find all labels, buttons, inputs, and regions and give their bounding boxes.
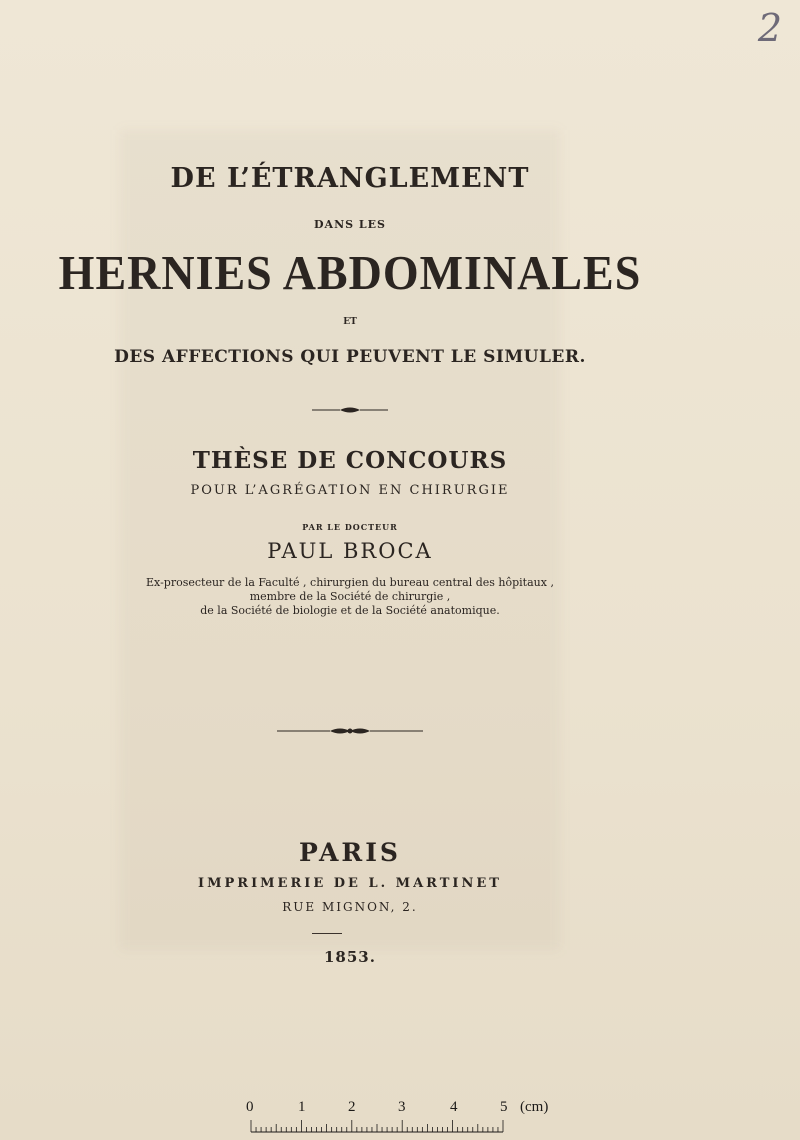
scale-label: 0 — [246, 1099, 254, 1115]
publication-year: 1853. — [324, 948, 376, 966]
ornament-divider-1 — [0, 400, 750, 419]
thesis-title: THÈSE DE CONCOURS — [192, 447, 508, 474]
author-description — [0, 576, 750, 618]
printer-address: RUE MIGNON, 2. — [282, 900, 418, 914]
scale-label: 2 — [348, 1099, 356, 1115]
author-desc-line: membre de la Société de chirurgie , — [249, 590, 451, 603]
scale-unit: (cm) — [520, 1099, 549, 1115]
printer-name: IMPRIMERIE DE L. MARTINET — [198, 876, 502, 891]
title-line-2: HERNIES ABDOMINALES — [58, 245, 642, 300]
scale-label: 3 — [398, 1099, 406, 1115]
title-connector-1: DANS LES — [314, 218, 386, 231]
title-line-1: DE L’ÉTRANGLEMENT — [170, 163, 530, 194]
page-number-mark: 2 — [757, 6, 782, 50]
scale-bar-labels — [240, 1099, 560, 1119]
short-rule — [312, 933, 342, 934]
thesis-subtitle: POUR L’AGRÉGATION EN CHIRURGIE — [190, 483, 510, 498]
title-connector-2: ET — [343, 317, 357, 327]
author-desc-line: Ex-prosecteur de la Faculté , chirurgien du bureau central des hôpitaux , — [146, 576, 554, 589]
by-line: PAR LE DOCTEUR — [302, 522, 398, 532]
scale-label: 4 — [450, 1099, 458, 1115]
ornament-divider-2 — [0, 722, 750, 741]
publication-city: PARIS — [299, 838, 401, 867]
title-line-3: DES AFFECTIONS QUI PEUVENT LE SIMULER. — [114, 347, 586, 367]
scale-label: 1 — [298, 1099, 306, 1115]
scale-label: 5 — [500, 1099, 508, 1115]
scale-bar-ruler — [250, 1119, 510, 1133]
author-desc-line: de la Société de biologie et de la Société anatomique. — [200, 604, 500, 617]
author-name: PAUL BROCA — [267, 539, 433, 563]
